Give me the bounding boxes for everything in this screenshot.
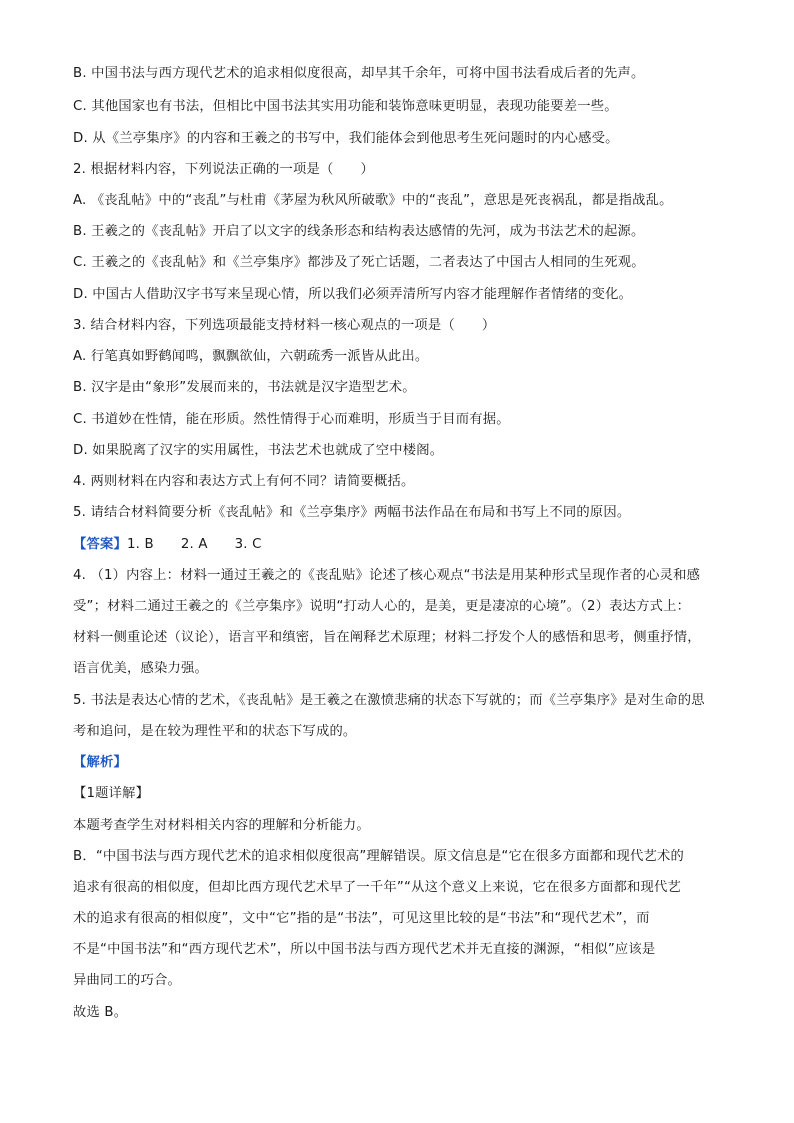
analysis-intro: 本题考查学生对材料相关内容的理解和分析能力。 xyxy=(73,818,370,833)
q1-option-d: D. 从《兰亭集序》的内容和王羲之的书写中，我们能体会到他思考生死问题时的内心感受。 xyxy=(73,131,619,146)
analysis-line: 不是“中国书法”和“西方现代艺术”，所以中国书法与西方现代艺术并无直接的渊源，“相似”应该是 xyxy=(73,942,656,957)
q1-option-c: C. 其他国家也有书法，但相比中国书法其实用功能和装饰意味更明显，表现功能要差一些。 xyxy=(73,99,618,114)
q2-option-d: D. 中国古人借助汉字书写来呈现心情，所以我们必须弄清所写内容才能理解作者情绪的变化。 xyxy=(73,287,633,302)
analysis-label: 【解析】 xyxy=(73,755,127,770)
answer-4-line: 语言优美，感染力强。 xyxy=(73,661,208,676)
q3-option-c: C. 书道妙在性情，能在形质。然性情得于心而难明，形质当于目而有据。 xyxy=(73,412,510,427)
q3-option-d: D. 如果脱离了汉字的实用属性，书法艺术也就成了空中楼阁。 xyxy=(73,443,444,458)
q3-stem: 3. 结合材料内容，下列选项最能支持材料一核心观点的一项是（ ） xyxy=(73,318,496,333)
analysis-line: 术的追求有很高的相似度”，文中“它”指的是“书法”，可见这里比较的是“书法”和“现代艺术”，而 xyxy=(73,911,650,926)
answer-4-line: 材料一侧重论述（议论），语言平和缜密，旨在阐释艺术原理；材料二抒发个人的感悟和思考，侧重抒情， xyxy=(73,630,701,645)
analysis-conclusion: 故选 B。 xyxy=(73,1005,128,1020)
q2-option-b: B. 王羲之的《丧乱帖》开启了以文字的线条形态和结构表达感情的先河，成为书法艺术的起源。 xyxy=(73,224,645,239)
analysis-line: B．“中国书法与西方现代艺术的追求相似度很高”理解错误。原文信息是“它在很多方面都和现代艺术的 xyxy=(73,849,684,864)
answer-5-line: 考和追问，是在较为理性平和的状态下写成的。 xyxy=(73,724,357,739)
answer-row xyxy=(73,535,733,555)
analysis-line: 异曲同工的巧合。 xyxy=(73,973,181,988)
answer-label: 【答案】 xyxy=(73,537,127,552)
q1-detail-heading: 【1题详解】 xyxy=(73,786,150,801)
q4-stem: 4. 两则材料在内容和表达方式上有何不同？请简要概括。 xyxy=(73,474,415,489)
q2-stem: 2. 根据材料内容，下列说法正确的一项是（ ） xyxy=(73,162,374,177)
analysis-line: 追求有很高的相似度，但却比西方现代艺术早了一千年”“从这个意义上来说，它在很多方面都和现代艺 xyxy=(73,880,682,895)
q5-stem: 5. 请结合材料简要分析《丧乱帖》和《兰亭集序》两幅书法作品在布局和书写上不同的原因。 xyxy=(73,505,631,520)
answer-4-line: 4. （1）内容上：材料一通过王羲之的《丧乱贴》论述了核心观点“书法是用某种形式呈现作者的心灵和感 xyxy=(73,568,701,583)
q1-option-b: B. 中国书法与西方现代艺术的追求相似度很高，却早其千余年，可将中国书法看成后者的先声。 xyxy=(73,66,645,81)
q3-option-a: A. 行笔真如野鹤闻鸣，飘飘欲仙，六朝疏秀一派皆从此出。 xyxy=(73,349,429,364)
answer-values: 1. B 2. A 3. C xyxy=(127,537,262,552)
answer-5-line: 5. 书法是表达心情的艺术，《丧乱帖》是王羲之在激愤悲痛的状态下写就的；而《兰亭集序》是对生命的思 xyxy=(73,693,705,708)
q2-option-a: A. 《丧乱帖》中的“丧乱”与杜甫《茅屋为秋风所破歌》中的“丧乱”，意思是死丧祸乱，都是指战乱。 xyxy=(73,193,673,208)
q2-option-c: C. 王羲之的《丧乱帖》和《兰亭集序》都涉及了死亡话题，二者表达了中国古人相同的生死观。 xyxy=(73,255,645,270)
q3-option-b: B. 汉字是由“象形”发展而来的，书法就是汉字造型艺术。 xyxy=(73,380,416,395)
answer-4-line: 受”；材料二通过王羲之的《兰亭集序》说明“打动人心的，是美，更是凄凉的心境”。（2）表达方式上： xyxy=(73,599,691,614)
